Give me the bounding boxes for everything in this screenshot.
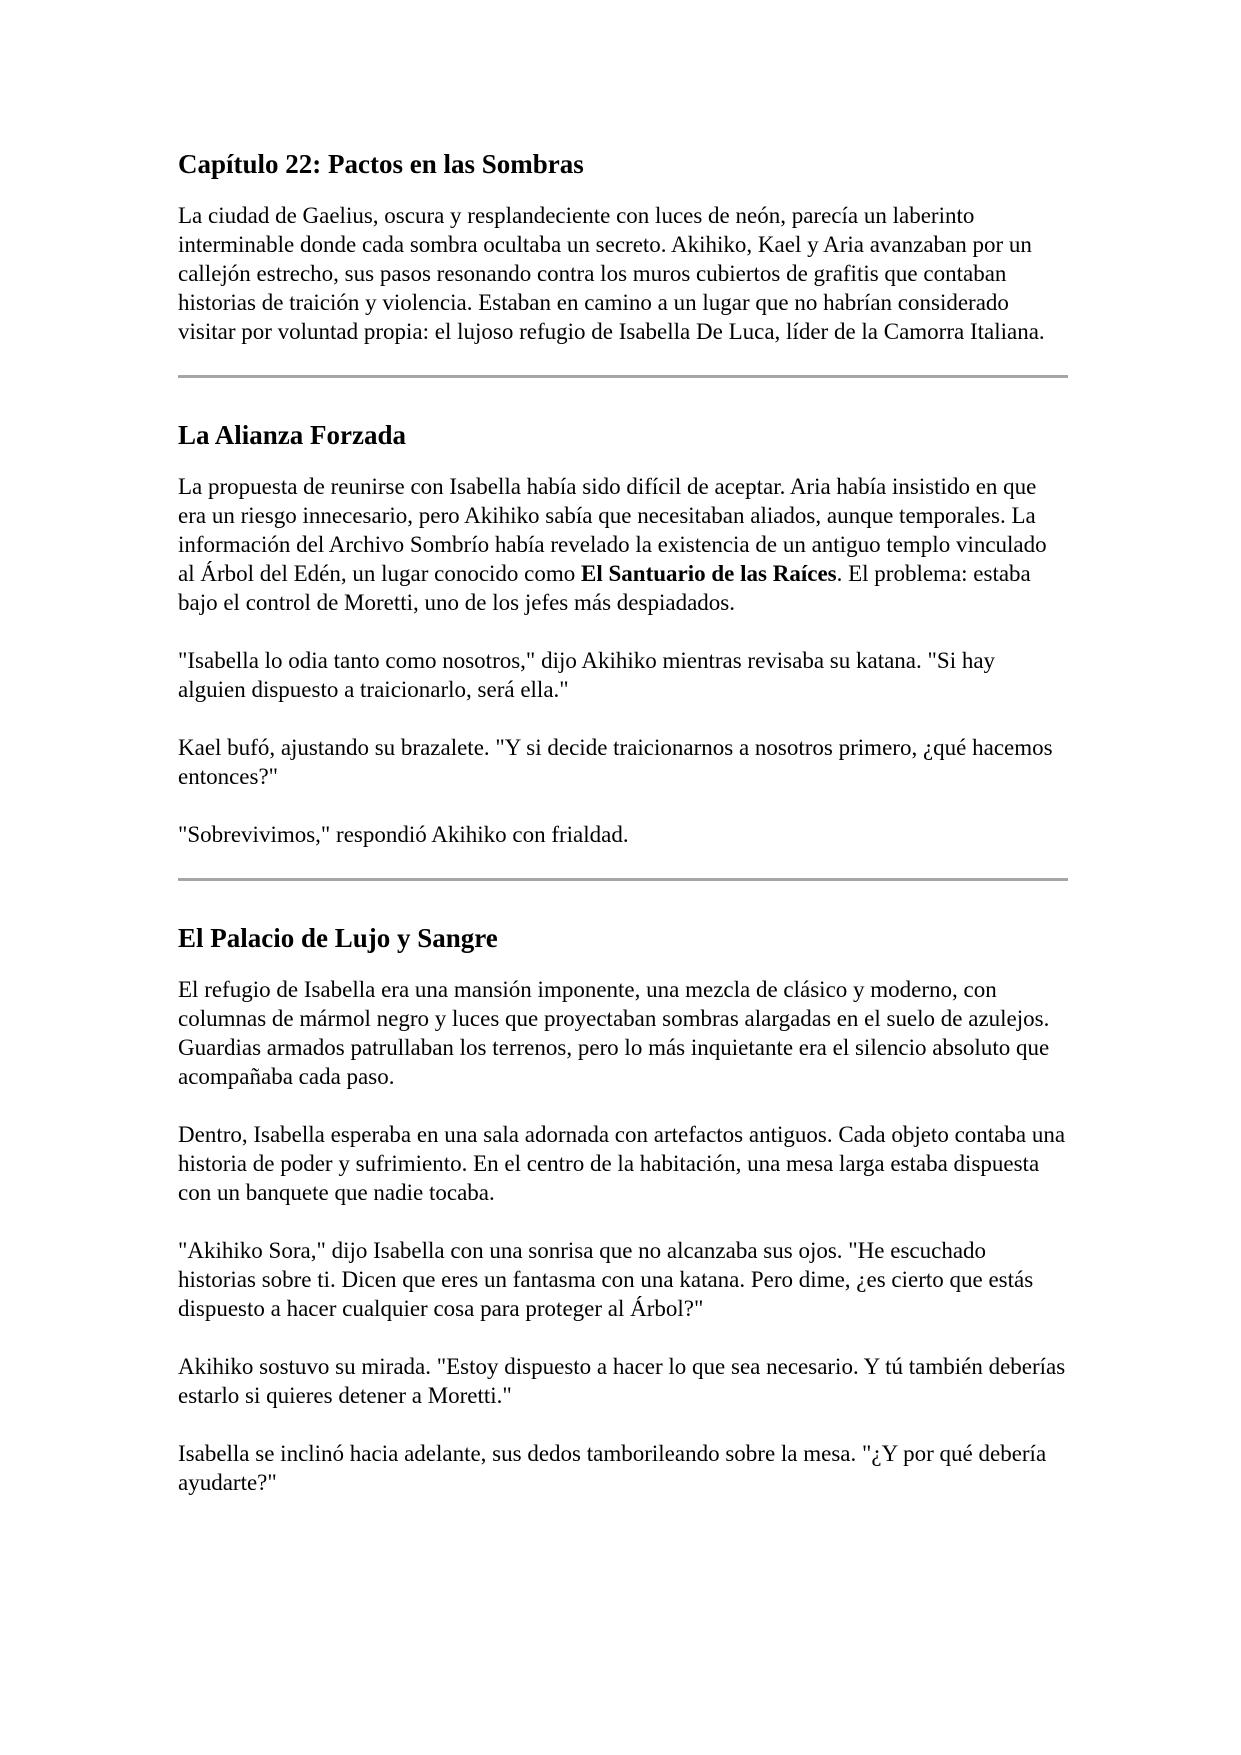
paragraph: Kael bufó, ajustando su brazalete. "Y si decide traicionarnos a nosotros primero, ¿qué hacemos entonces?" — [178, 735, 1053, 789]
paragraph-text: La propuesta de reunirse con Isabella había sido difícil de aceptar. Aria había insistido en que era un riesgo innecesario, pero Akihiko sabía que necesitaban aliados, aunque temporales. La información del Archivo Sombrío había revelado la existencia de un antiguo templo vinculado al Árbol del Edén, un lugar conocido como — [178, 474, 1047, 586]
paragraph: Dentro, Isabella esperaba en una sala adornada con artefactos antiguos. Cada objeto contaba una historia de poder y sufrimiento. En el centro de la habitación, una mesa larga estaba dispuesta con un banquete que nadie tocaba. — [178, 1122, 1066, 1205]
section-divider — [178, 375, 1068, 378]
section-divider — [178, 878, 1068, 881]
paragraph: El refugio de Isabella era una mansión imponente, una mezcla de clásico y moderno, con columnas de mármol negro y luces que proyectaban sombras alargadas en el suelo de azulejos. Guardias armados patrullaban los terrenos, pero lo más inquietante era el silencio absoluto que acompañaba cada paso. — [178, 977, 1050, 1089]
paragraph: "Isabella lo odia tanto como nosotros," dijo Akihiko mientras revisaba su katana. "Si hay alguien dispuesto a traicionarlo, será ella." — [178, 648, 996, 702]
paragraph-text: . El problema: estaba bajo el control de Moretti, uno de los jefes más despiadados. — [178, 561, 1031, 615]
bold-place-name: El Santuario de las Raíces — [581, 561, 837, 586]
chapter-title: Capítulo 22: Pactos en las Sombras — [178, 149, 584, 179]
paragraph — [178, 472, 1068, 617]
document-page — [178, 128, 1068, 1526]
paragraph: Akihiko sostuvo su mirada. "Estoy dispuesto a hacer lo que sea necesario. Y tú también deberías estarlo si quieres detener a Moretti." — [178, 1354, 1066, 1408]
paragraph: La ciudad de Gaelius, oscura y resplandeciente con luces de neón, parecía un laberinto interminable donde cada sombra ocultaba un secreto. Akihiko, Kael y Aria avanzaban por un callejón estrecho, sus pasos resonando contra los muros cubiertos de grafitis que contaban historias de traición y violencia. Estaban en camino a un lugar que no habrían considerado visitar por voluntad propia: el lujoso refugio de Isabella De Luca, líder de la Camorra Italiana. — [178, 203, 1045, 344]
section-heading: La Alianza Forzada — [178, 420, 406, 450]
section-heading: El Palacio de Lujo y Sangre — [178, 923, 498, 953]
paragraph: Isabella se inclinó hacia adelante, sus dedos tamborileando sobre la mesa. "¿Y por qué debería ayudarte?" — [178, 1441, 1047, 1495]
paragraph: "Akihiko Sora," dijo Isabella con una sonrisa que no alcanzaba sus ojos. "He escuchado historias sobre ti. Dicen que eres un fantasma con una katana. Pero dime, ¿es cierto que estás dispuesto a hacer cualquier cosa para proteger al Árbol?" — [178, 1238, 1034, 1321]
paragraph: "Sobrevivimos," respondió Akihiko con frialdad. — [178, 822, 629, 847]
